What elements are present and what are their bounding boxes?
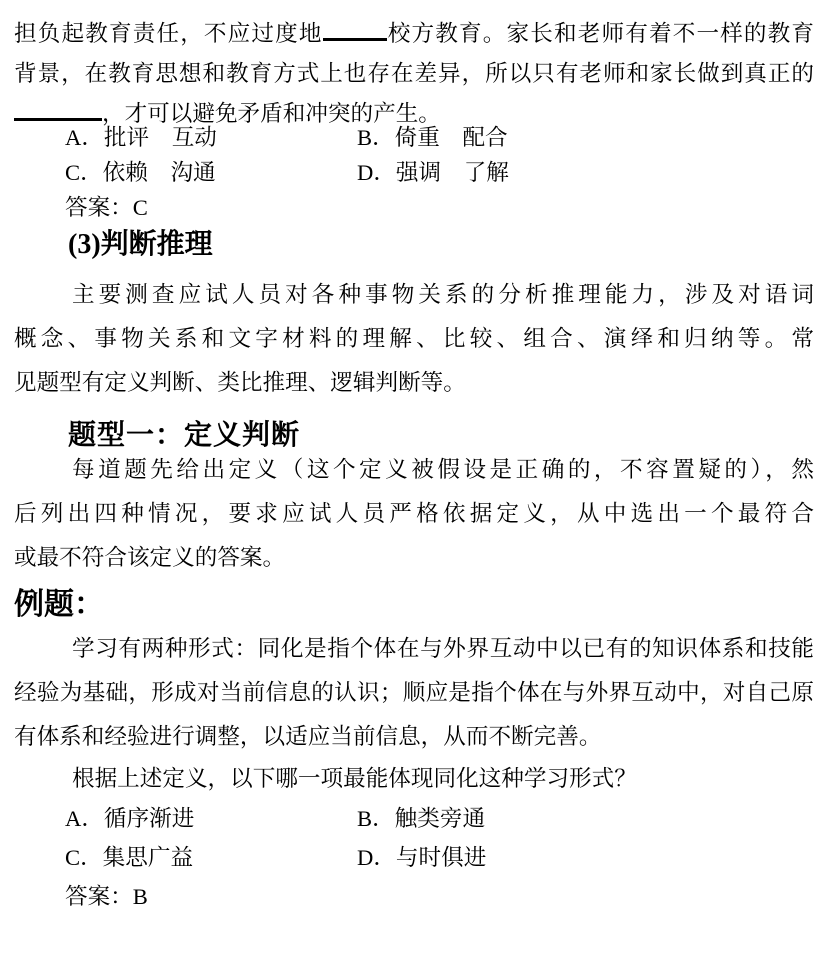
- q1-option-b: B．倚重 配合: [357, 125, 508, 150]
- type1-line-1: 每道题先给出定义（这个定义被假设是正确的，不容置疑的），然: [72, 457, 814, 482]
- example-line-1: 学习有两种形式：同化是指个体在与外界互动中以已有的知识体系和技能: [72, 636, 814, 661]
- q1-answer: 答案：C: [65, 195, 148, 220]
- section-paragraph: [14, 273, 814, 405]
- q1-line-2: 背景，在教育思想和教育方式上也存在差异，所以只有老师和家长做到真正的: [14, 61, 814, 86]
- section-line-2: 概念、事物关系和文字材料的理解、比较、组合、演绎和归纳等。常: [14, 326, 814, 351]
- type1-heading: 题型一：定义判断: [68, 420, 301, 451]
- fill-in-blank-1: [323, 18, 387, 41]
- example-option-b: B．触类旁通: [357, 806, 486, 831]
- example-line-2: 经验为基础，形成对当前信息的认识；顺应是指个体在与外界互动中，对自己原: [14, 680, 814, 705]
- q1-line-1: [14, 14, 814, 54]
- example-options-row-1: [14, 799, 814, 838]
- section-line-1: 主要测查应试人员对各种事物关系的分析推理能力，涉及对语词: [72, 282, 814, 307]
- example-line-3: 有体系和经验进行调整，以适应当前信息，从而不断完善。: [14, 724, 602, 749]
- example-paragraph: [14, 627, 814, 759]
- example-option-c: C．集思广益: [65, 845, 194, 870]
- q1-options: [14, 120, 814, 190]
- section-heading: (3)判断推理: [68, 229, 213, 260]
- section-line-3: 见题型有定义判断、类比推理、逻辑判断等。: [14, 370, 466, 395]
- example-label: 例题：: [14, 588, 104, 621]
- q1-paragraph: [14, 14, 814, 134]
- q1-line1-pre: 担负起教育责任，不应过度地: [14, 21, 323, 46]
- example-option-d: D．与时俱进: [357, 845, 487, 870]
- q1-options-row-1: [14, 120, 814, 155]
- example-options: [14, 799, 814, 877]
- fill-in-blank-2: [14, 98, 102, 121]
- example-question: 根据上述定义，以下哪一项最能体现同化这种学习形式？: [72, 766, 637, 791]
- type1-paragraph: [14, 448, 814, 580]
- type1-line-3: 或最不符合该定义的答案。: [14, 545, 286, 570]
- q1-option-c: C．依赖 沟通: [65, 160, 216, 185]
- q1-option-a: A．批评 互动: [65, 125, 217, 150]
- type1-line-2: 后列出四种情况，要求应试人员严格依据定义，从中选出一个最符合: [14, 501, 814, 526]
- q1-line1-post: 校方教育。家长和老师有着不一样的教育: [386, 21, 815, 46]
- example-answer: 答案：B: [65, 884, 148, 909]
- example-option-a: A．循序渐进: [65, 806, 195, 831]
- example-options-row-2: [14, 838, 814, 877]
- q1-line3-post: ，才可以避免矛盾和冲突的产生。: [102, 101, 441, 126]
- q1-options-row-2: [14, 155, 814, 190]
- q1-option-d: D．强调 了解: [357, 160, 509, 185]
